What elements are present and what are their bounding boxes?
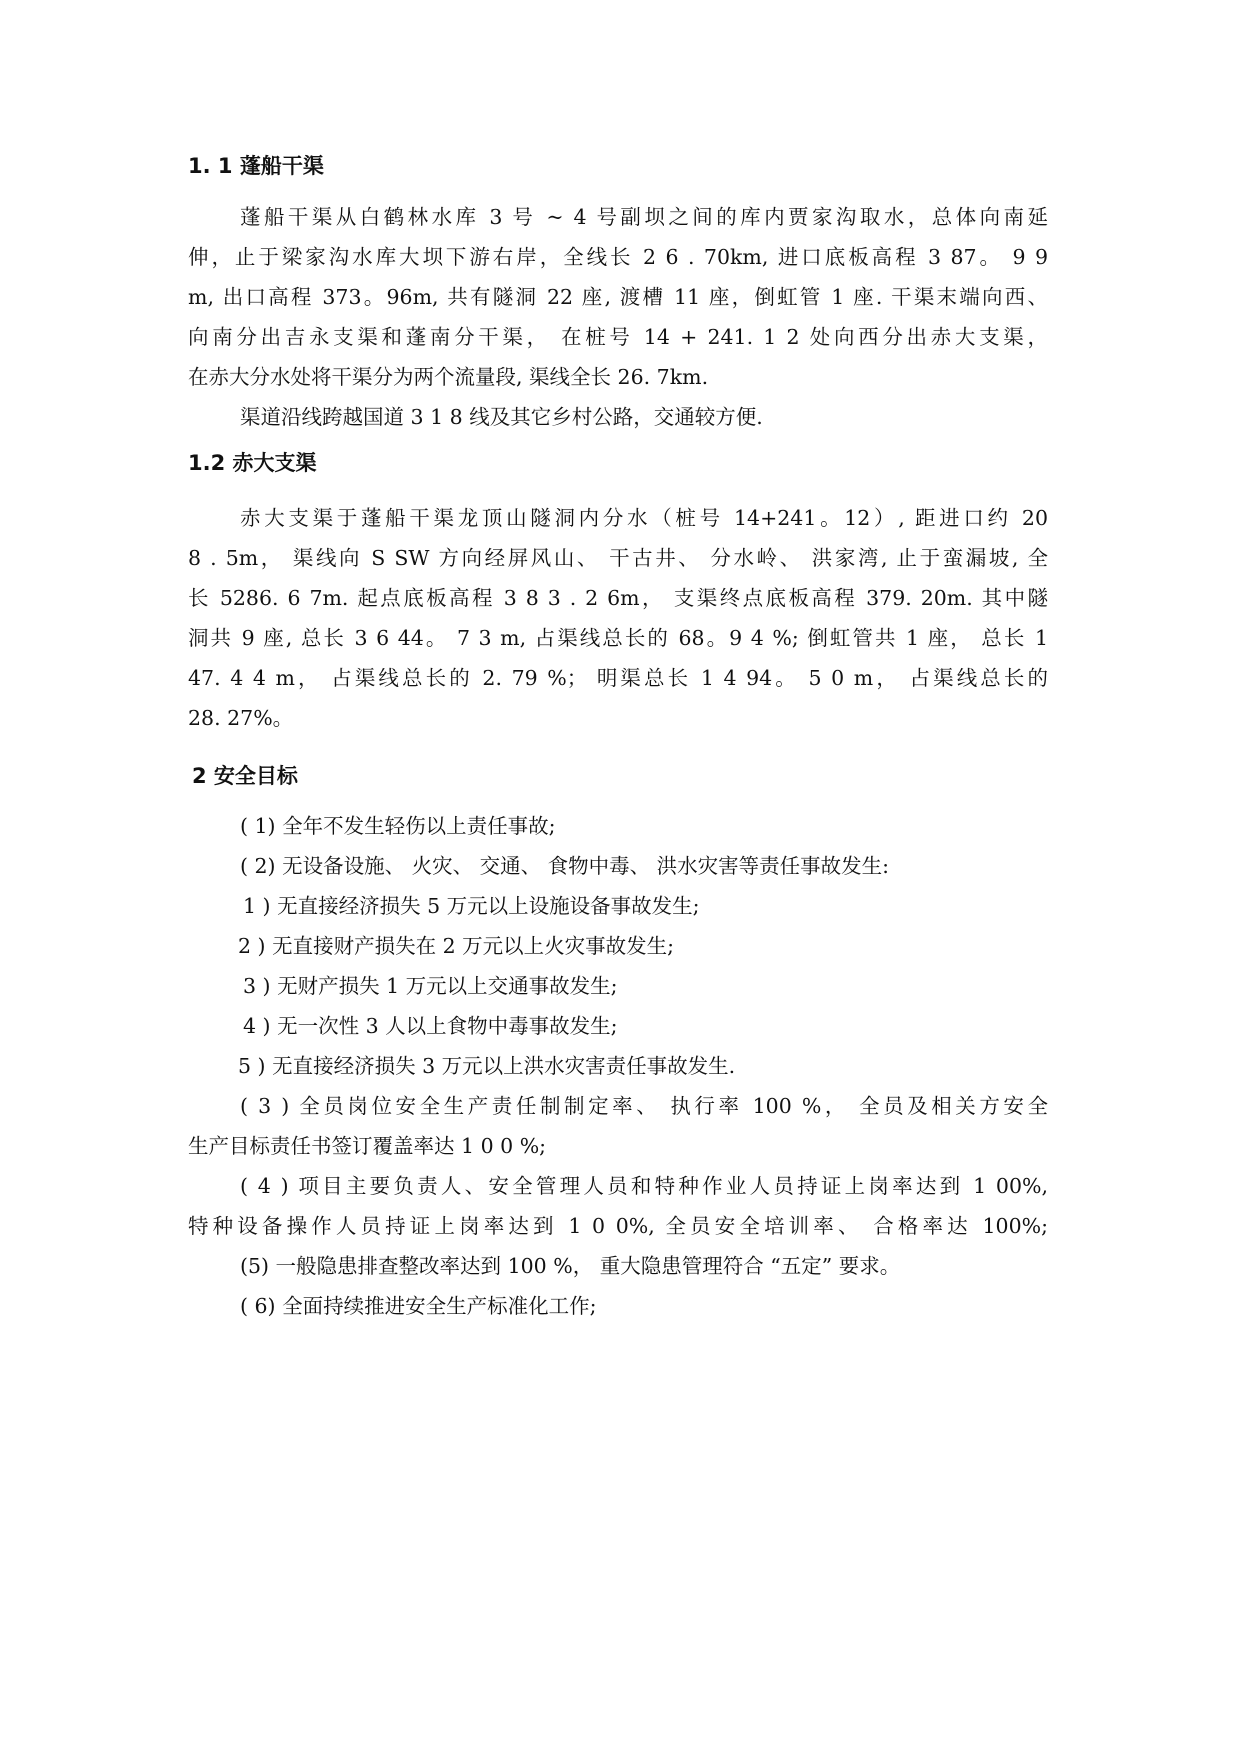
paragraph-line: ( 4 ) 项目主要负责人、安全管理人员和特种作业人员持证上岗率达到 1 00%, xyxy=(240,1174,1048,1198)
list-item: ( 2) 无设备设施、 火灾、 交通、 食物中毒、 洪水灾害等责任事故发生: xyxy=(240,854,890,878)
paragraph-line: 8 . 5m， 渠线向 S SW 方向经屏风山、 干古井、 分水岭、 洪家湾, 止于蛮漏坡, 全 xyxy=(188,546,1048,570)
list-item: 1 ) 无直接经济损失 5 万元以上设施设备事故发生; xyxy=(243,894,700,918)
paragraph-line: 渠道沿线跨越国道 3 1 8 线及其它乡村公路，交通较方便. xyxy=(240,405,763,429)
paragraph-line: (5) 一般隐患排查整改率达到 100 %， 重大隐患管理符合 “五定” 要求。 xyxy=(240,1254,901,1278)
section-heading-1-1: 1. 1 蓬船干渠 xyxy=(188,154,324,178)
list-item: 4 ) 无一次性 3 人以上食物中毒事故发生; xyxy=(243,1014,618,1038)
paragraph-line: 伸，止于梁家沟水库大坝下游右岸，全线长 2 6 . 70km, 进口底板高程 3 87。 9 9 xyxy=(188,245,1048,269)
section-heading-1-2: 1.2 赤大支渠 xyxy=(188,451,317,475)
paragraph-line: 47. 4 4 m， 占渠线总长的 2. 79 %； 明渠总长 1 4 94。 5 0 m， 占渠线总长的 xyxy=(188,666,1048,690)
paragraph-line: 生产目标责任书签订覆盖率达 1 0 0 %; xyxy=(188,1134,547,1158)
paragraph-line: ( 6) 全面持续推进安全生产标准化工作; xyxy=(240,1294,597,1318)
paragraph-line: ( 3 ) 全员岗位安全生产责任制制定率、 执行率 100 %， 全员及相关方安全 xyxy=(240,1094,1048,1118)
paragraph-line: 向南分出吉永支渠和蓬南分干渠， 在桩号 14 + 241. 1 2 处向西分出赤大支渠， xyxy=(188,325,1048,349)
paragraph-line: 28. 27%。 xyxy=(188,706,294,730)
paragraph-line: 蓬船干渠从白鹤林水库 3 号 ~ 4 号副坝之间的库内贾家沟取水，总体向南延 xyxy=(240,205,1048,229)
paragraph-line: 洞共 9 座, 总长 3 6 44。 7 3 m, 占渠线总长的 68。9 4 %; 倒虹管共 1 座， 总长 1 xyxy=(188,626,1048,650)
paragraph-line: m, 出口高程 373。96m, 共有隧洞 22 座, 渡槽 11 座，倒虹管 1 座. 干渠末端向西、 xyxy=(188,285,1048,309)
paragraph-line: 赤大支渠于蓬船干渠龙顶山隧洞内分水（桩号 14+241。12）, 距进口约 20 xyxy=(240,506,1048,530)
section-heading-2: 2 安全目标 xyxy=(192,764,298,788)
list-item: 5 ) 无直接经济损失 3 万元以上洪水灾害责任事故发生. xyxy=(238,1054,736,1078)
list-item: 3 ) 无财产损失 1 万元以上交通事故发生; xyxy=(243,974,618,998)
paragraph-line: 特种设备操作人员持证上岗率达到 1 0 0%, 全员安全培训率、 合格率达 100%; xyxy=(188,1214,1048,1238)
paragraph-line: 长 5286. 6 7m. 起点底板高程 3 8 3 . 2 6m， 支渠终点底板高程 379. 20m. 其中隧 xyxy=(188,586,1048,610)
list-item: ( 1) 全年不发生轻伤以上责任事故; xyxy=(240,814,556,838)
paragraph-line: 在赤大分水处将干渠分为两个流量段, 渠线全长 26. 7km. xyxy=(188,365,709,389)
list-item: 2 ) 无直接财产损失在 2 万元以上火灾事故发生; xyxy=(238,934,675,958)
